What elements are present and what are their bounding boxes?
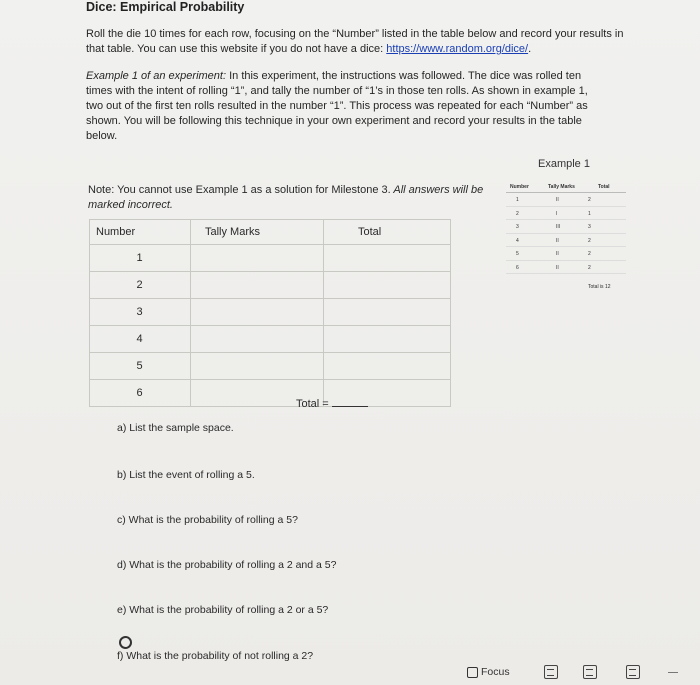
table-row <box>90 353 451 380</box>
example-number: 3 <box>516 224 519 230</box>
example-row <box>506 207 626 221</box>
tally-cell[interactable] <box>191 245 324 272</box>
example-header-total: Total <box>598 184 610 190</box>
example-row <box>506 234 626 248</box>
focus-label: Focus <box>481 666 510 678</box>
example-tally: II <box>556 197 559 203</box>
example-total: 3 <box>588 224 591 230</box>
read-mode-icon[interactable] <box>544 665 558 679</box>
total-blank[interactable] <box>332 396 368 407</box>
total-cell[interactable] <box>324 299 451 326</box>
header-number: Number <box>90 220 191 245</box>
table-row <box>90 326 451 353</box>
focus-button[interactable] <box>467 666 510 678</box>
example-number: 1 <box>516 197 519 203</box>
example-table <box>506 180 626 274</box>
row-number: 3 <box>90 299 191 326</box>
tally-cell[interactable] <box>191 272 324 299</box>
table-row <box>90 299 451 326</box>
question-e: e) What is the probability of rolling a 2 or a 5? <box>117 604 329 616</box>
example-row <box>506 193 626 207</box>
example-header-row <box>506 180 626 193</box>
row-number: 1 <box>90 245 191 272</box>
note-text <box>88 183 498 213</box>
focus-icon <box>467 667 478 678</box>
example-total-note: Total is 12 <box>588 284 611 290</box>
example-tally: II <box>556 237 559 244</box>
example-text: In this experiment, the instructions was followed. The dice was rolled ten times with the intent of rolling “1”, and tally the number of “1’s in those ten rolls. As shown in example 1, two out of the first ten rolls resulted in the number “1”. This process was repeated for each “Number” as shown. You will be following this technique in your own experiment and record your results in the table below. <box>86 70 588 142</box>
row-number: 6 <box>90 380 191 407</box>
tally-cell[interactable] <box>191 353 324 380</box>
tally-table <box>89 219 451 407</box>
page-title: Dice: Empirical Probability <box>86 0 245 14</box>
header-tally-marks: Tally Marks <box>191 220 324 245</box>
example-tally: I <box>556 210 558 217</box>
example-number: 5 <box>516 251 519 257</box>
question-b: b) List the event of rolling a 5. <box>117 469 255 481</box>
example-total: 2 <box>588 197 591 203</box>
question-a: a) List the sample space. <box>117 422 234 434</box>
question-c: c) What is the probability of rolling a 5? <box>117 514 298 526</box>
web-layout-icon[interactable] <box>626 665 640 679</box>
total-cell[interactable] <box>324 245 451 272</box>
row-number: 4 <box>90 326 191 353</box>
example-label: Example 1 of an experiment: <box>86 70 227 82</box>
example-tally: II <box>556 264 559 271</box>
zoom-slider-track[interactable] <box>668 672 678 673</box>
example-number: 4 <box>516 237 519 244</box>
dice-website-link[interactable]: https://www.random.org/dice/ <box>386 43 529 55</box>
row-number: 2 <box>90 272 191 299</box>
example-tally: II <box>556 251 559 257</box>
table-row <box>90 380 451 407</box>
example-total: 2 <box>588 237 591 244</box>
table-row <box>90 245 451 272</box>
total-label: Total = <box>296 398 329 410</box>
total-cell[interactable] <box>324 353 451 380</box>
tally-cell[interactable] <box>191 299 324 326</box>
example-total: 2 <box>588 251 591 257</box>
example-tally: III <box>556 224 561 230</box>
tally-cell[interactable] <box>191 326 324 353</box>
example-row <box>506 261 626 275</box>
example-row <box>506 247 626 261</box>
example-number: 6 <box>516 264 519 271</box>
note-label: Note: You cannot use Example 1 as a solution for Milestone 3. <box>88 184 391 196</box>
example-total: 2 <box>588 264 591 271</box>
example-number: 2 <box>516 210 519 217</box>
intro-text: Roll the die 10 times for each row, focusing on the “Number” listed in the table below and record your results in that table. You can use this website if you do not have a dice: <box>86 28 624 55</box>
cursor-circle-icon <box>119 636 132 649</box>
total-cell[interactable] <box>324 272 451 299</box>
total-cell[interactable] <box>324 326 451 353</box>
header-total: Total <box>324 220 451 245</box>
example-header-number: Number <box>510 184 529 190</box>
row-number: 5 <box>90 353 191 380</box>
example-header-tally: Tally Marks <box>548 184 575 190</box>
example-table-title: Example 1 <box>538 158 590 170</box>
question-d: d) What is the probability of rolling a 2 and a 5? <box>117 559 337 571</box>
example-paragraph <box>86 69 606 144</box>
table-row <box>90 272 451 299</box>
table-header-row <box>90 220 451 245</box>
example-row <box>506 220 626 234</box>
example-total: 1 <box>588 210 591 217</box>
grand-total-line <box>296 396 368 410</box>
print-layout-icon[interactable] <box>583 665 597 679</box>
question-f: f) What is the probability of not rolling a 2? <box>117 650 314 662</box>
intro-after-link: . <box>528 43 532 55</box>
note-italic: All answers will be marked incorrect. <box>88 184 484 211</box>
intro-paragraph <box>86 27 626 57</box>
